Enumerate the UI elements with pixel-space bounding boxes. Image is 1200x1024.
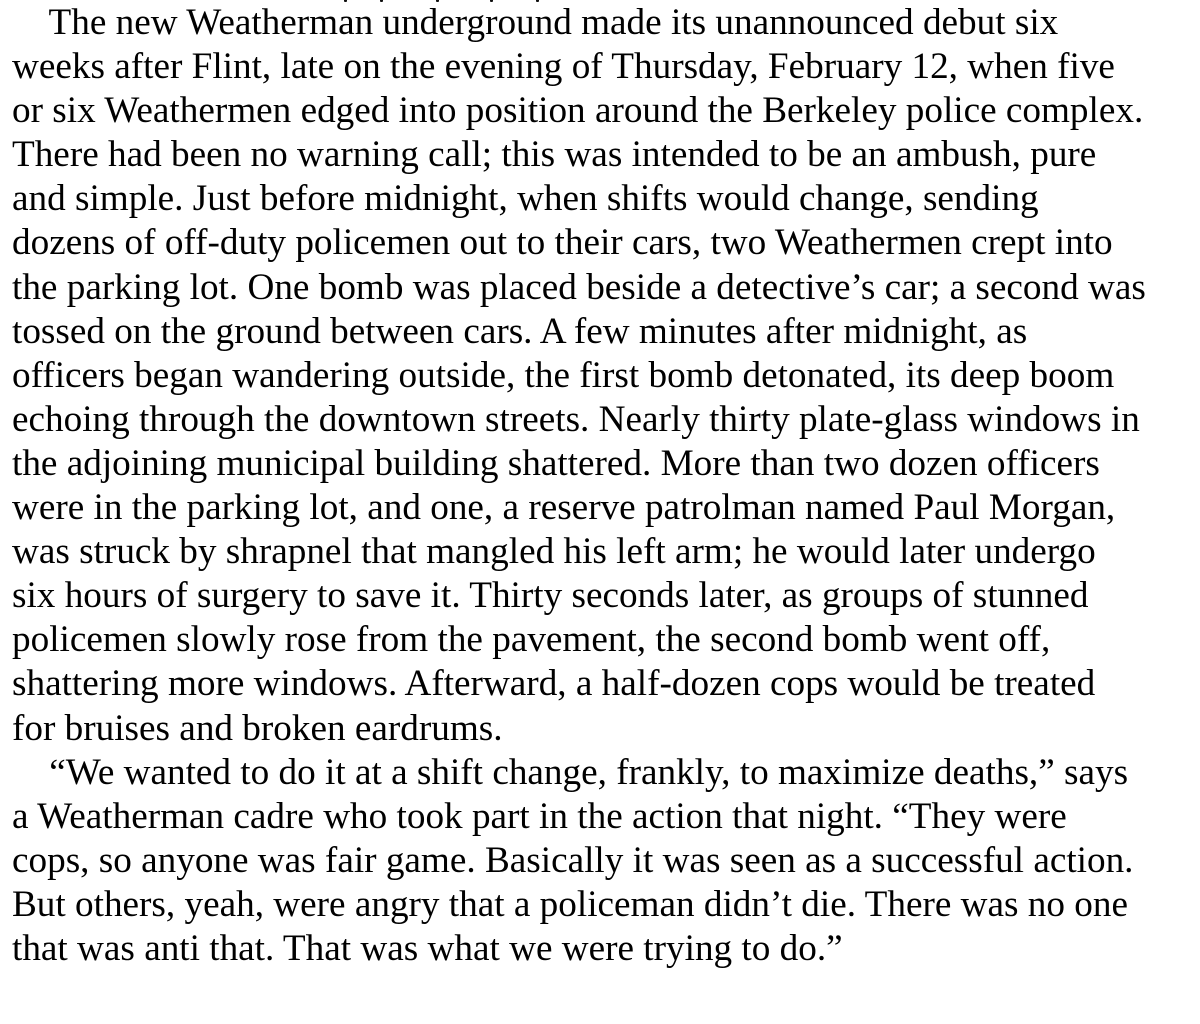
text-block bbox=[12, 1, 1192, 971]
text-line: the adjoining municipal building shattered. More than two dozen officers bbox=[12, 442, 1100, 484]
text-line: were in the parking lot, and one, a reserve patrolman named Paul Morgan, bbox=[12, 487, 1116, 529]
text-line: tossed on the ground between cars. A few minutes after midnight, as bbox=[12, 310, 1028, 352]
text-line: echoing through the downtown streets. Nearly thirty plate-glass windows in bbox=[12, 398, 1140, 440]
text-line: or six Weathermen edged into position around the Berkeley police complex. bbox=[12, 90, 1144, 132]
text-line: for bruises and broken eardrums. bbox=[12, 707, 503, 749]
text-line: and simple. Just before midnight, when shifts would change, sending bbox=[12, 178, 1039, 220]
text-line: cops, so anyone was fair game. Basically it was seen as a successful action. bbox=[12, 839, 1134, 881]
text-line: a Weatherman cadre who took part in the action that night. “They were bbox=[12, 795, 1067, 837]
text-line: “We wanted to do it at a shift change, frankly, to maximize deaths,” says bbox=[12, 751, 1129, 793]
text-line: officers began wandering outside, the first bomb detonated, its deep boom bbox=[12, 354, 1115, 396]
text-line: dozens of off-duty policemen out to their cars, two Weathermen crept into bbox=[12, 222, 1113, 264]
text-line: weeks after Flint, late on the evening of Thursday, February 12, when five bbox=[12, 46, 1115, 88]
text-line: that was anti that. That was what we were trying to do.” bbox=[12, 927, 843, 969]
text-line: policemen slowly rose from the pavement, the second bomb went off, bbox=[12, 619, 1051, 661]
paragraph bbox=[12, 1, 1192, 751]
text-line: The new Weatherman underground made its unannounced debut six bbox=[12, 2, 1059, 43]
text-line: the parking lot. One bomb was placed beside a detective’s car; a second was bbox=[12, 266, 1146, 308]
text-line: was struck by shrapnel that mangled his left arm; he would later undergo bbox=[12, 531, 1096, 573]
text-line: shattering more windows. Afterward, a half-dozen cops would be treated bbox=[12, 663, 1096, 705]
paragraph bbox=[12, 751, 1192, 971]
text-line: six hours of surgery to save it. Thirty seconds later, as groups of stunned bbox=[12, 575, 1089, 617]
text-line: But others, yeah, were angry that a policeman didn’t die. There was no one bbox=[12, 883, 1128, 925]
text-line: There had been no warning call; this was intended to be an ambush, pure bbox=[12, 134, 1097, 176]
